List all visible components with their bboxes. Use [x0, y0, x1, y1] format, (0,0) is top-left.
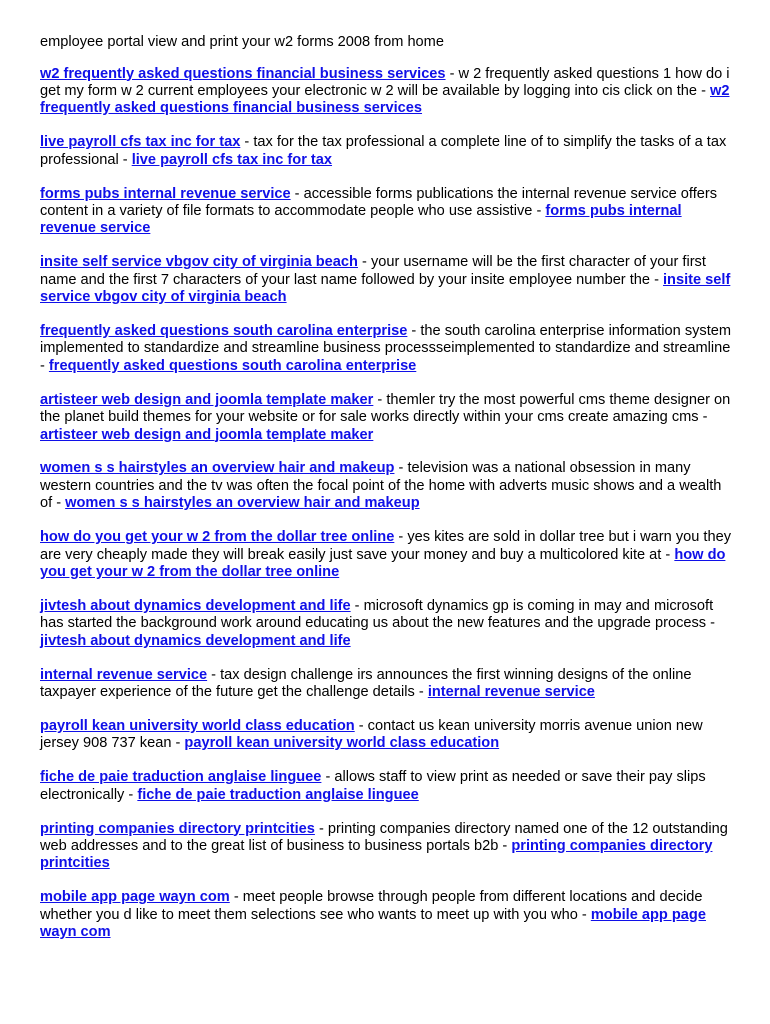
entry-description: tax for the tax professional a complete line of to simplify the tasks of a tax professional [40, 134, 727, 168]
entry-description: themler try the most powerful cms theme designer on the planet build themes for your website or for sale works directly within your cms create amazing cms [40, 391, 731, 426]
entry-kean-university: payroll kean university world class education - contact us kean university morris avenue union new jersey 908 737 kean - payroll kean university world class education [40, 717, 703, 752]
entry-link-repeat[interactable]: frequently asked questions south carolina enterprise [48, 357, 417, 374]
entry-description: yes kites are sold in dollar tree but i warn you they are very cheaply made they will break easily just save your money and buy a multicolored kite at [40, 529, 731, 563]
entry-link-repeat[interactable]: how do you get your w 2 from the dollar tree online [40, 546, 726, 580]
entry-link-repeat[interactable]: internal revenue service [427, 683, 595, 700]
entry-w2-faq: w2 frequently asked questions financial business services - w 2 frequently asked questions 1 how do i get my form w 2 current employees your electronic w 2 will be available by logging into cis click on the - w2 frequently asked questions financial business services [40, 65, 730, 117]
entry-wayn: mobile app page wayn com - meet people browse through people from different locations and decide whether you d like to meet them selections see who wants to meet up with you who - mobile app page wayn com [40, 889, 706, 941]
entry-description: accessible forms publications the internal revenue service offers content in a variety of file formats to accommodate people who use assistive [40, 185, 718, 219]
page-title: employee portal view and print your w2 forms 2008 from home [40, 34, 444, 50]
entry-link-repeat[interactable]: mobile app page wayn com [40, 906, 706, 941]
entry-description: the south carolina enterprise information system implemented to standardize and streamline business processseimplemented to standardize and streamline [40, 322, 732, 357]
entry-linguee: fiche de paie traduction anglaise linguee - allows staff to view print as needed or save their pay slips electronically - fiche de paie traduction anglaise linguee [40, 769, 706, 803]
entry-link[interactable]: mobile app page wayn com [40, 889, 230, 906]
entry-description: w 2 frequently asked questions 1 how do i get my form w 2 current employees your electronic w 2 will be available by logging into cis click on the [40, 65, 730, 99]
entry-irs: internal revenue service - tax design challenge irs announces the first winning designs of the online taxpayer experience of the future get the challenge details - internal revenue service [40, 666, 692, 700]
entry-printcities: printing companies directory printcities - printing companies directory named one of the 12 outstanding web addresses and to the great list of business to business portals b2b - printing companies directory printcities [40, 820, 728, 872]
entry-artisteer: artisteer web design and joomla template maker - themler try the most powerful cms theme designer on the planet build themes for your website or for sale works directly within your cms create amazing cms - artisteer web design and joomla template maker [40, 391, 731, 443]
entry-link[interactable]: jivtesh about dynamics development and life [40, 597, 351, 614]
entry-description: printing companies directory named one of the 12 outstanding web addresses and to the great list of business to business portals b2b [40, 820, 728, 854]
entry-link-repeat[interactable]: live payroll cfs tax inc for tax [131, 151, 333, 168]
entry-link-repeat[interactable]: printing companies directory printcities [40, 837, 713, 872]
entry-link-repeat[interactable]: forms pubs internal revenue service [40, 202, 682, 237]
entry-link-repeat[interactable]: w2 frequently asked questions financial business services [40, 82, 730, 117]
entry-hairstyles: women s s hairstyles an overview hair and makeup - television was a national obsession in many western countries and the tv was often the focal point of the home with adverts music shows and a wealth of - women s s hairstyles an overview hair and makeup [40, 460, 722, 512]
entry-link-repeat[interactable]: jivtesh about dynamics development and life [40, 632, 351, 649]
entry-description: contact us kean university morris avenue union new jersey 908 737 kean [40, 717, 703, 752]
entry-south-carolina: frequently asked questions south carolina enterprise - the south carolina enterprise information system implemented to standardize and streamline business processseimplemented to standardize and streamline - frequently asked questions south carolina enterprise [40, 322, 732, 374]
entry-link[interactable]: fiche de paie traduction anglaise linguee [40, 769, 322, 786]
entry-link[interactable]: internal revenue service [40, 666, 208, 683]
entry-dollar-tree: how do you get your w 2 from the dollar tree online - yes kites are sold in dollar tree but i warn you they are very cheaply made they will break easily just save your money and buy a multicolored kite at - how do you get your w 2 from the dollar tree online [40, 529, 731, 580]
entry-link[interactable]: insite self service vbgov city of virginia beach [40, 254, 358, 271]
entry-jivtesh: jivtesh about dynamics development and life - microsoft dynamics gp is coming in may and microsoft has started the background work around educating us about the new features and the upgrade process - jivtesh about dynamics development and life [40, 597, 716, 649]
entry-link[interactable]: live payroll cfs tax inc for tax [40, 134, 241, 151]
entry-link[interactable]: how do you get your w 2 from the dollar tree online [40, 529, 395, 546]
entry-link-repeat[interactable]: insite self service vbgov city of virginia beach [40, 271, 731, 306]
entry-live-payroll: live payroll cfs tax inc for tax - tax for the tax professional a complete line of to simplify the tasks of a tax professional - live payroll cfs tax inc for tax [40, 134, 727, 168]
entry-link-repeat[interactable]: artisteer web design and joomla template maker [40, 426, 374, 443]
entry-link[interactable]: women s s hairstyles an overview hair and makeup [40, 460, 395, 477]
entry-link[interactable]: forms pubs internal revenue service [40, 185, 291, 202]
entry-link[interactable]: payroll kean university world class education [40, 717, 355, 734]
entry-description: television was a national obsession in many western countries and the tv was often the focal point of the home with adverts music shows and a wealth of [40, 460, 722, 512]
entry-description: allows staff to view print as needed or save their pay slips electronically [40, 769, 706, 803]
entry-link-repeat[interactable]: women s s hairstyles an overview hair and makeup [65, 495, 420, 512]
entry-link-repeat[interactable]: payroll kean university world class education [184, 735, 500, 752]
entry-insite-self-service: insite self service vbgov city of virginia beach - your username will be the first character of your first name and the first 7 characters of your last name followed by your insite employee number the - insite self service vbgov city of virginia beach [40, 254, 731, 306]
entry-link[interactable]: printing companies directory printcities [40, 820, 315, 837]
entry-description: meet people browse through people from different locations and decide whether you d like to meet them selections see who wants to meet up with you who [40, 889, 703, 923]
entry-description: tax design challenge irs announces the first winning designs of the online taxpayer experience of the future get the challenge details [40, 666, 692, 700]
entry-link[interactable]: artisteer web design and joomla template maker [40, 391, 374, 408]
entry-link[interactable]: frequently asked questions south carolina enterprise [40, 322, 408, 339]
entry-forms-pubs: forms pubs internal revenue service - accessible forms publications the internal revenue service offers content in a variety of file formats to accommodate people who use assistive - forms pubs internal revenue service [40, 185, 718, 237]
entry-link-repeat[interactable]: fiche de paie traduction anglaise linguee [137, 786, 419, 803]
entry-description: microsoft dynamics gp is coming in may and microsoft has started the background work around educating us about the new features and the upgrade process [40, 597, 714, 632]
entry-description: your username will be the first character of your first name and the first 7 characters of your last name followed by your insite employee number the [40, 254, 706, 288]
entry-link[interactable]: w2 frequently asked questions financial business services [40, 65, 446, 82]
